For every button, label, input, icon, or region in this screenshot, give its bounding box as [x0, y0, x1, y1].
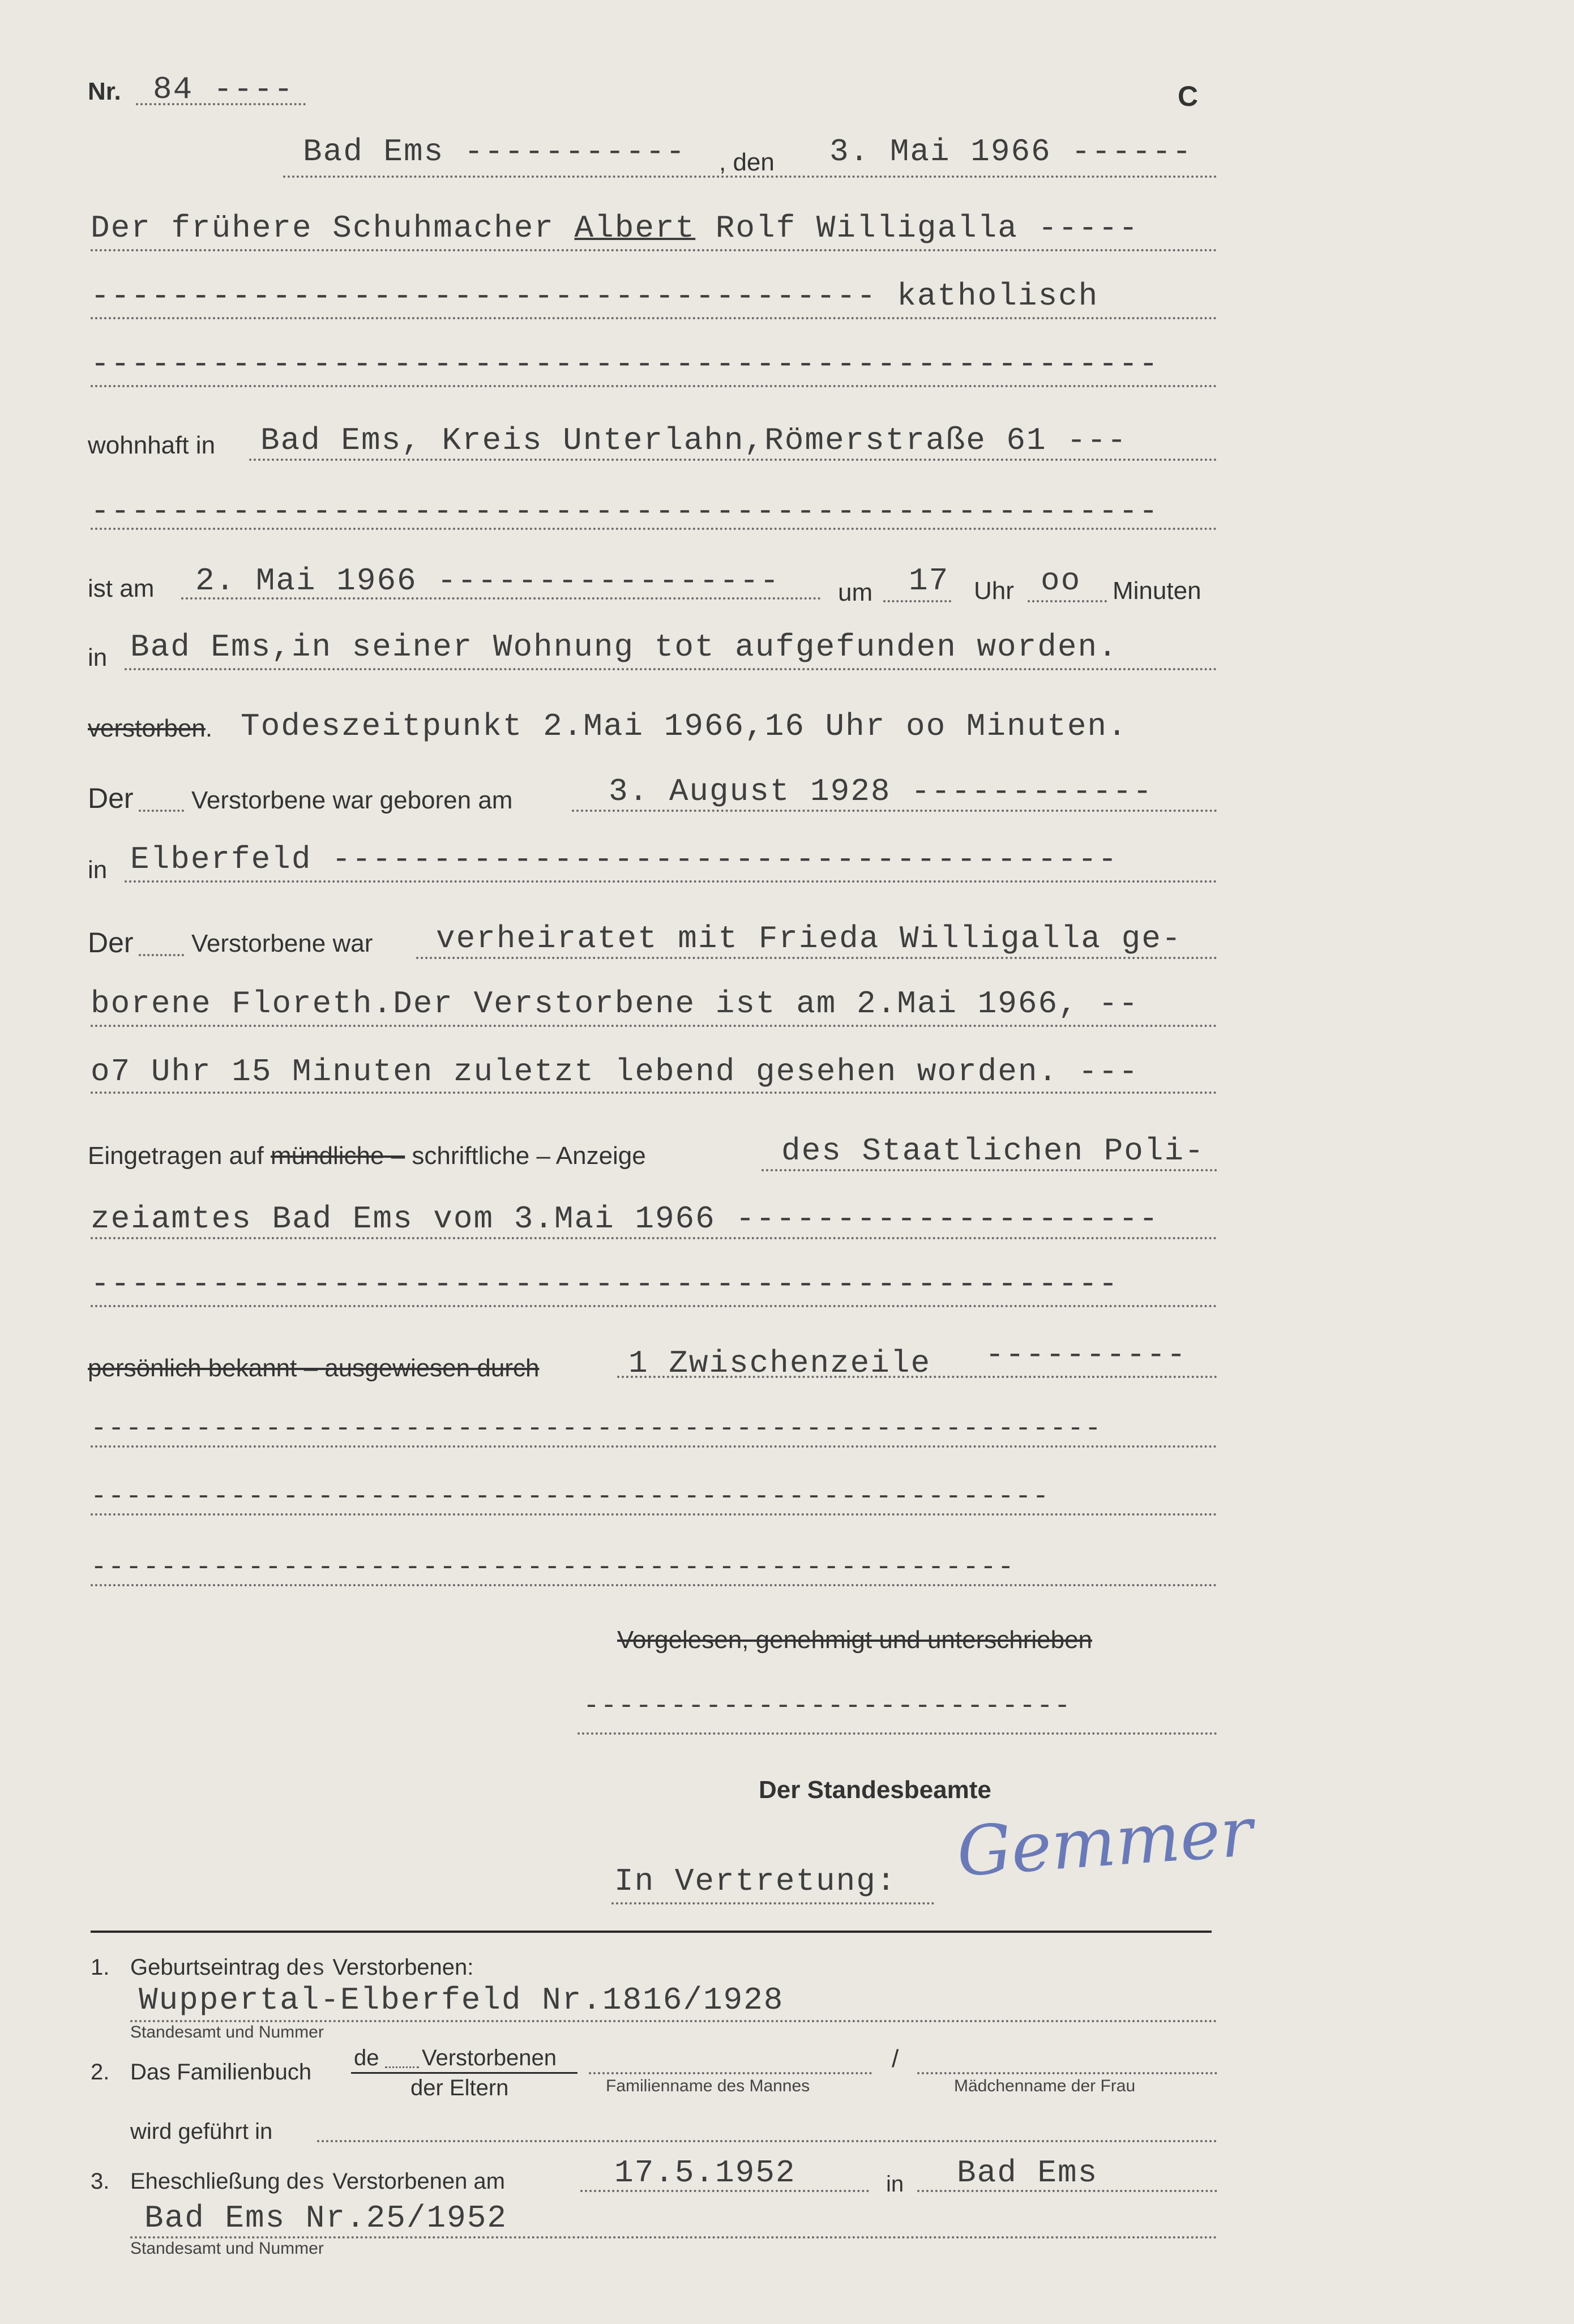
- registration-line-1: des Staatlichen Poli-: [781, 1133, 1205, 1169]
- residence-label: wohnhaft in: [88, 431, 216, 459]
- item2-label: Das Familienbuch: [130, 2060, 312, 2085]
- nr-label: Nr.: [88, 78, 121, 105]
- den-label: , den: [719, 148, 775, 176]
- person-line-1: Der frühere Schuhmacher Albert Rolf Willigalla -----: [91, 210, 1139, 246]
- marital-line-1: verheiratet mit Frieda Willigalla ge-: [436, 921, 1182, 957]
- identity-blank-2: -------------------------------------------------------: [91, 1482, 1050, 1512]
- identity-dashes: ----------: [985, 1337, 1187, 1373]
- identity-blank-1: ----------------------------------------------------------: [91, 1414, 1102, 1444]
- death-place: Bad Ems,in seiner Wohnung tot aufgefunden worden.: [130, 629, 1118, 665]
- official-signature: Gemmer: [954, 1792, 1256, 1893]
- person-line-2: --------------------------------------- katholisch: [91, 278, 1099, 314]
- official-title: Der Standesbeamte: [759, 1776, 991, 1804]
- item3-num: 3.: [91, 2169, 110, 2194]
- in-label-death: in: [88, 644, 108, 671]
- residence-value: Bad Ems, Kreis Unterlahn,Römerstraße 61 ---: [260, 422, 1128, 459]
- signature-dashes: ----------------------------: [583, 1691, 1072, 1722]
- um-label: um: [838, 579, 873, 606]
- item3-place: Bad Ems: [957, 2155, 1098, 2191]
- nr-dotline: [136, 103, 306, 105]
- nr-value: 84 ----: [153, 71, 294, 108]
- item2-slash: /: [892, 2045, 899, 2073]
- death-hour: 17: [909, 563, 949, 599]
- birth-place: Elberfeld ---------------------------------------: [130, 841, 1118, 878]
- residence-cont: -----------------------------------------------------: [91, 493, 1160, 529]
- identity-blank-3: -----------------------------------------------------: [91, 1552, 1015, 1583]
- birth-der: Der: [88, 782, 134, 814]
- item1-value: Wuppertal-Elberfeld Nr.1816/1928: [139, 1982, 784, 2018]
- identity-value: 1 Zwischenzeile: [628, 1345, 931, 1381]
- item3-caption: Standesamt und Nummer: [130, 2239, 324, 2258]
- registration-line-2: zeiamtes Bad Ems vom 3.Mai 1966 ---------------------: [91, 1201, 1160, 1237]
- item3-value: Bad Ems Nr.25/1952: [144, 2200, 507, 2236]
- death-time-note: Todeszeitpunkt 2.Mai 1966,16 Uhr oo Minuten.: [241, 708, 1128, 744]
- ist-am-label: ist am: [88, 575, 155, 602]
- read-approved-signed: Vorgelesen, genehmigt und unterschrieben: [617, 1626, 1093, 1654]
- registration-label: Eingetragen auf mündliche – schriftliche – Anzeige: [88, 1142, 646, 1170]
- item2-mann: Familienname des Mannes: [606, 2077, 810, 2095]
- item1-num: 1.: [91, 1955, 110, 1980]
- item2-frau: Mädchenname der Frau: [954, 2077, 1136, 2095]
- identity-struck: persönlich bekannt – ausgewiesen durch: [88, 1354, 540, 1382]
- item3-in: in: [886, 2172, 904, 2197]
- footer-divider: [91, 1931, 1212, 1933]
- death-date: 2. Mai 1966 -----------------: [195, 563, 780, 599]
- item3-label: Eheschließung des Verstorbenen am: [130, 2169, 505, 2196]
- item1-caption: Standesamt und Nummer: [130, 2023, 324, 2041]
- birth-date: 3. August 1928 ------------: [609, 773, 1153, 810]
- item2-num: 2.: [91, 2060, 110, 2085]
- marital-line-3: o7 Uhr 15 Minuten zuletzt lebend gesehen worden. ---: [91, 1054, 1139, 1090]
- item3-date: 17.5.1952: [614, 2155, 796, 2191]
- given-name: Albert: [574, 210, 696, 246]
- marital-label: Verstorbene war: [191, 930, 373, 957]
- person-line-3: -----------------------------------------------------: [91, 346, 1160, 382]
- marital-der: Der: [88, 927, 134, 958]
- birth-label: Verstorbene war geboren am: [191, 786, 513, 814]
- death-minutes: oo: [1041, 563, 1081, 599]
- form-letter: C: [1178, 80, 1199, 112]
- verstorben-struck: verstorben.: [88, 714, 213, 742]
- item2-wird: wird geführt in: [130, 2119, 273, 2144]
- in-label-birth: in: [88, 856, 108, 884]
- item2-verstorbenen: Verstorbenen: [422, 2045, 557, 2070]
- uhr-label: Uhr: [974, 577, 1014, 605]
- minuten-label: Minuten: [1113, 577, 1201, 605]
- item2-de: de: [354, 2045, 379, 2070]
- in-vertretung: In Vertretung:: [614, 1863, 897, 1899]
- item1-label: Geburtseintrag des Verstorbenen:: [130, 1955, 474, 1982]
- place: Bad Ems -----------: [303, 134, 686, 170]
- registration-line-3: ---------------------------------------------------: [91, 1266, 1119, 1302]
- marital-line-2: borene Floreth.Der Verstorbene ist am 2.Mai 1966, --: [91, 986, 1139, 1022]
- record-date: 3. Mai 1966 ------: [829, 134, 1192, 170]
- item2-eltern: der Eltern: [410, 2075, 509, 2100]
